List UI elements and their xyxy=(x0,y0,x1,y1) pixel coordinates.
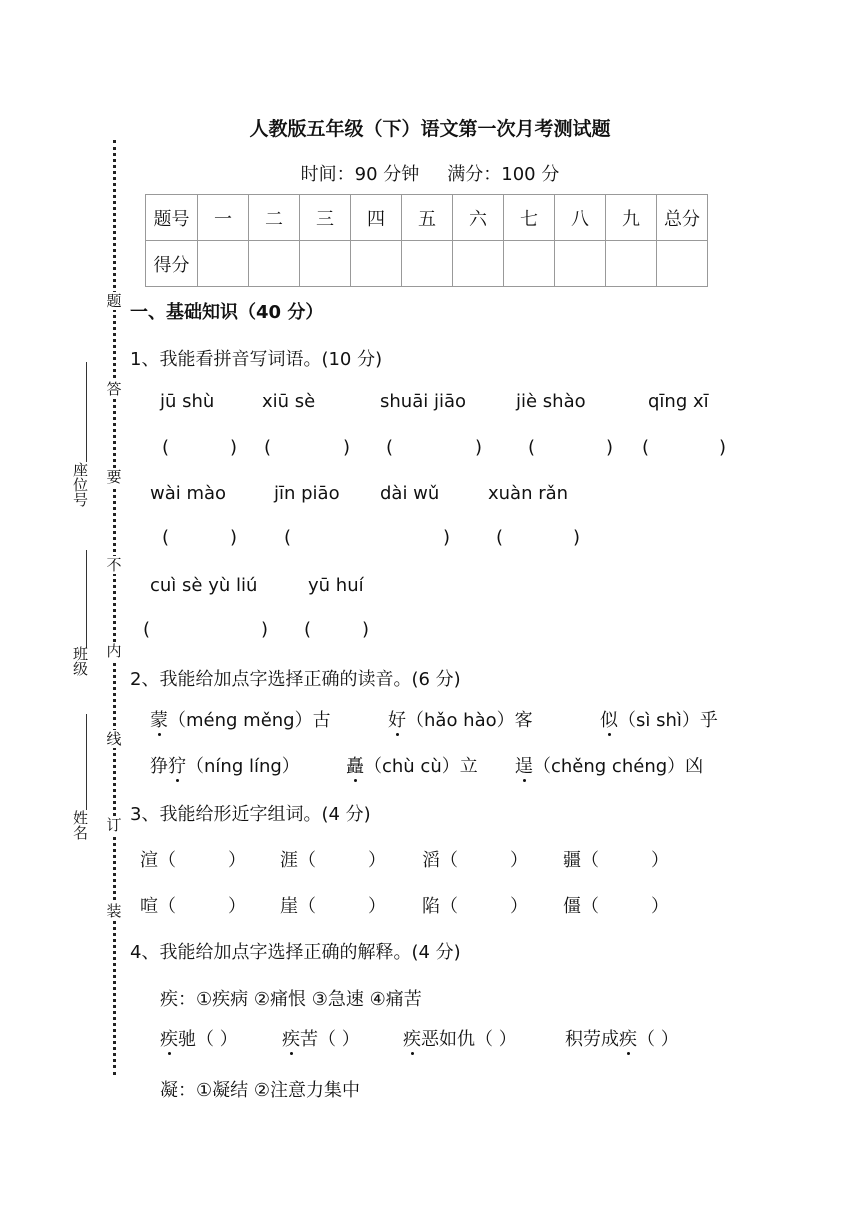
binding-char: 题 xyxy=(103,292,125,310)
word-rest: （ ） xyxy=(637,1029,679,1050)
answer-paren-open: ( xyxy=(642,437,650,458)
score-table-header-row xyxy=(146,195,708,241)
word-prefix: 积劳成 xyxy=(565,1029,619,1050)
answer-paren-open: ( xyxy=(284,527,292,548)
word-rest: 客 xyxy=(514,710,533,731)
definition-list: 凝：①凝结 ②注意力集中 xyxy=(160,1080,360,1101)
word-rest: 恶如仇（ ） xyxy=(421,1029,517,1050)
table-header-cell: 九 xyxy=(606,195,657,241)
reading-item xyxy=(346,752,478,778)
pinyin: xuàn rǎn xyxy=(488,483,569,504)
answer-paren-open: ( xyxy=(143,619,151,640)
answer-paren-close: ) xyxy=(475,437,483,458)
reading-options: （hǎo hào） xyxy=(406,710,515,731)
answer-paren-close: ） xyxy=(228,896,246,917)
binding-char: 答 xyxy=(103,380,125,398)
word-rest: 凶 xyxy=(685,756,704,777)
reading-item xyxy=(600,706,718,732)
word-rest: 苦（ ） xyxy=(300,1029,360,1050)
pinyin: jiè shào xyxy=(516,391,586,412)
word-rest: 古 xyxy=(312,710,331,731)
char-item: 喧（ xyxy=(140,896,176,917)
table-header-cell: 六 xyxy=(453,195,504,241)
reading-item xyxy=(150,706,331,732)
score-row-label: 得分 xyxy=(146,241,198,287)
binding-char: 订 xyxy=(103,816,125,834)
score-table xyxy=(145,194,708,287)
pinyin: cuì sè yù liú xyxy=(150,575,258,596)
answer-paren-close: ） xyxy=(228,850,246,871)
dotted-char: 疾 xyxy=(282,1029,300,1050)
table-header-cell: 三 xyxy=(300,195,351,241)
page-title: 人教版五年级（下）语文第一次月考测试题 xyxy=(249,118,611,140)
answer-paren-close: ） xyxy=(651,896,669,917)
exam-time: 时间：90 分钟 xyxy=(300,164,420,185)
answer-paren-close: ） xyxy=(651,850,669,871)
class-line[interactable] xyxy=(86,550,87,648)
pinyin: jīn piāo xyxy=(274,483,340,504)
binding-char: 不 xyxy=(103,556,125,574)
answer-paren-close: ) xyxy=(719,437,727,458)
pinyin: wài mào xyxy=(150,483,227,504)
binding-char: 内 xyxy=(103,642,125,660)
char-item: 疆（ xyxy=(563,850,599,871)
answer-paren-close: ) xyxy=(606,437,614,458)
answer-paren-open: ( xyxy=(528,437,536,458)
answer-paren-close: ) xyxy=(443,527,451,548)
char-item: 涯（ xyxy=(280,850,316,871)
char-item: 僵（ xyxy=(563,896,599,917)
section-heading: 一、基础知识（40 分） xyxy=(130,302,324,323)
binding-char: 要 xyxy=(103,468,125,486)
answer-paren-close: ） xyxy=(368,896,386,917)
question-4-title: 4、我能给加点字选择正确的解释。(4 分) xyxy=(130,942,461,963)
answer-paren-close: ) xyxy=(230,437,238,458)
seat-number-label: 座位号 xyxy=(71,462,89,507)
score-cell[interactable] xyxy=(606,241,657,287)
reading-options: （níng líng） xyxy=(186,756,300,777)
word-rest: 乎 xyxy=(699,710,718,731)
word-rest: 驰（ ） xyxy=(178,1029,238,1050)
question-2-title: 2、我能给加点字选择正确的读音。(6 分) xyxy=(130,669,461,690)
word-prefix: 狰 xyxy=(150,756,168,777)
dotted-char: 矗 xyxy=(346,756,364,777)
pinyin: dài wǔ xyxy=(380,483,440,504)
answer-paren-open: ( xyxy=(162,527,170,548)
binding-char: 线 xyxy=(103,730,125,748)
table-header-cell: 题号 xyxy=(146,195,198,241)
answer-paren-close: ） xyxy=(368,850,386,871)
name-label: 姓名 xyxy=(71,810,89,840)
pinyin: jū shù xyxy=(160,391,215,412)
binding-char: 装 xyxy=(103,902,125,920)
answer-paren-open: ( xyxy=(162,437,170,458)
table-header-cell: 七 xyxy=(504,195,555,241)
word-rest: 立 xyxy=(459,756,478,777)
table-header-cell: 四 xyxy=(351,195,402,241)
score-cell[interactable] xyxy=(453,241,504,287)
table-header-cell: 八 xyxy=(555,195,606,241)
char-item: 陷（ xyxy=(422,896,458,917)
pinyin: yū huí xyxy=(308,575,364,596)
explain-item xyxy=(403,1025,517,1051)
reading-options: （chù cù） xyxy=(364,756,460,777)
answer-paren-close: ) xyxy=(362,619,370,640)
question-1-title: 1、我能看拼音写词语。(10 分) xyxy=(130,349,383,370)
table-header-cell: 总分 xyxy=(657,195,708,241)
table-header-cell: 五 xyxy=(402,195,453,241)
definition-list: 疾：①疾病 ②痛恨 ③急速 ④痛苦 xyxy=(160,989,422,1010)
dotted-char: 蒙 xyxy=(150,710,168,731)
score-cell[interactable] xyxy=(657,241,708,287)
answer-paren-open: ( xyxy=(264,437,272,458)
table-header-cell: 二 xyxy=(249,195,300,241)
dotted-char: 疾 xyxy=(160,1029,178,1050)
dotted-char: 疾 xyxy=(403,1029,421,1050)
answer-paren-open: ( xyxy=(304,619,312,640)
seat-number-line[interactable] xyxy=(86,362,87,462)
score-cell[interactable] xyxy=(351,241,402,287)
dotted-char: 狞 xyxy=(168,756,186,777)
exam-info xyxy=(0,160,860,186)
dotted-char: 疾 xyxy=(619,1029,637,1050)
answer-paren-close: ) xyxy=(343,437,351,458)
score-cell[interactable] xyxy=(402,241,453,287)
char-item: 崖（ xyxy=(280,896,316,917)
reading-item xyxy=(388,706,533,732)
score-table-score-row xyxy=(146,241,708,287)
binding-dotted-line xyxy=(113,140,116,1075)
explain-item xyxy=(282,1025,360,1051)
reading-options: （chěng chéng） xyxy=(533,756,686,777)
reading-item xyxy=(515,752,703,778)
answer-paren-close: ) xyxy=(261,619,269,640)
dotted-char: 似 xyxy=(600,710,618,731)
answer-paren-open: ( xyxy=(496,527,504,548)
score-cell[interactable] xyxy=(249,241,300,287)
pinyin: qīng xī xyxy=(648,391,709,412)
char-item: 滔（ xyxy=(422,850,458,871)
answer-paren-close: ） xyxy=(510,850,528,871)
answer-paren-close: ) xyxy=(573,527,581,548)
table-header-cell: 一 xyxy=(198,195,249,241)
answer-paren-open: ( xyxy=(386,437,394,458)
answer-paren-close: ) xyxy=(230,527,238,548)
reading-item xyxy=(150,752,300,778)
exam-full-score: 满分：100 分 xyxy=(447,164,560,185)
reading-options: （méng měng） xyxy=(168,710,313,731)
class-label: 班级 xyxy=(71,646,89,676)
explain-item xyxy=(565,1025,679,1051)
pinyin: shuāi jiāo xyxy=(380,391,466,412)
name-line[interactable] xyxy=(86,714,87,810)
explain-item xyxy=(160,1025,238,1051)
score-cell[interactable] xyxy=(300,241,351,287)
answer-paren-close: ） xyxy=(510,896,528,917)
score-cell[interactable] xyxy=(555,241,606,287)
score-cell[interactable] xyxy=(198,241,249,287)
reading-options: （sì shì） xyxy=(618,710,700,731)
pinyin: xiū sè xyxy=(262,391,316,412)
question-3-title: 3、我能给形近字组词。(4 分) xyxy=(130,804,371,825)
dotted-char: 好 xyxy=(388,710,406,731)
score-cell[interactable] xyxy=(504,241,555,287)
char-item: 渲（ xyxy=(140,850,176,871)
dotted-char: 逞 xyxy=(515,756,533,777)
